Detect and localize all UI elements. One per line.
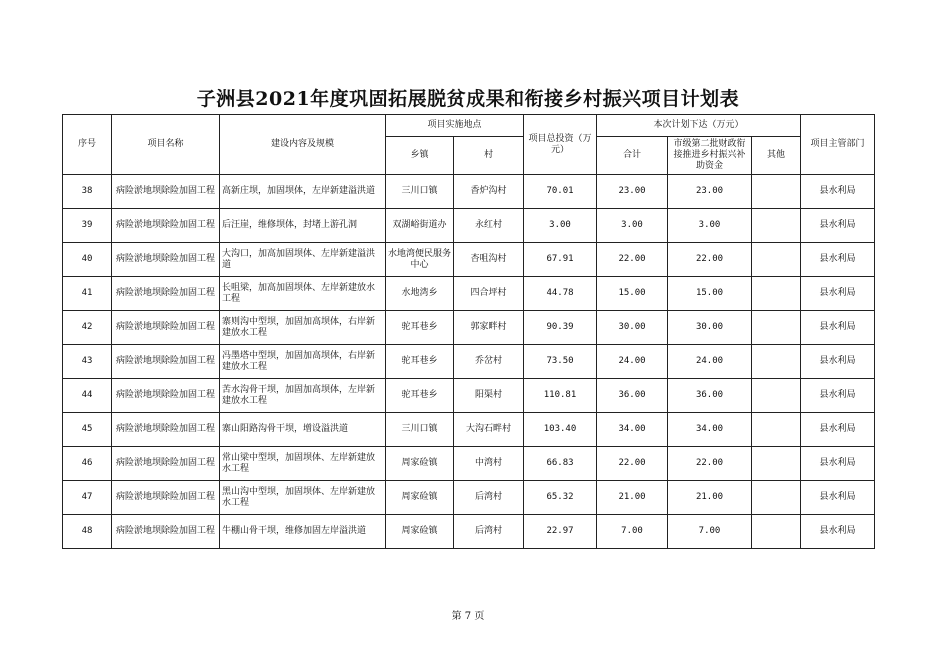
cell-project-name: 病险淤地坝除险加固工程 <box>112 379 220 413</box>
cell-other <box>752 447 801 481</box>
cell-other <box>752 243 801 277</box>
cell-content: 黑山沟中型坝，加固坝体、左岸新建放水工程 <box>220 481 386 515</box>
cell-department: 县水利局 <box>801 345 875 379</box>
cell-seq: 40 <box>63 243 112 277</box>
cell-seq: 38 <box>63 175 112 209</box>
cell-content: 常山梁中型坝，加固坝体、左岸新建放水工程 <box>220 447 386 481</box>
cell-village: 中湾村 <box>454 447 524 481</box>
header-subtotal: 合计 <box>597 137 668 175</box>
cell-seq: 44 <box>63 379 112 413</box>
project-plan-table <box>62 114 875 549</box>
cell-seq: 42 <box>63 311 112 345</box>
cell-town: 驼耳巷乡 <box>386 311 454 345</box>
header-total-investment: 项目总投资（万元） <box>524 115 597 175</box>
cell-village: 后湾村 <box>454 515 524 549</box>
cell-seq: 43 <box>63 345 112 379</box>
table-row <box>63 447 875 481</box>
cell-other <box>752 515 801 549</box>
cell-other <box>752 413 801 447</box>
cell-department: 县水利局 <box>801 311 875 345</box>
cell-seq: 39 <box>63 209 112 243</box>
cell-department: 县水利局 <box>801 379 875 413</box>
header-city-fund: 市级第二批财政衔接推进乡村振兴补助资金 <box>668 137 752 175</box>
cell-town: 双湖峪街道办 <box>386 209 454 243</box>
header-content: 建设内容及规模 <box>220 115 386 175</box>
cell-project-name: 病险淤地坝除险加固工程 <box>112 277 220 311</box>
cell-subtotal: 7.00 <box>597 515 668 549</box>
cell-other <box>752 345 801 379</box>
header-location: 项目实施地点 <box>386 115 524 137</box>
cell-subtotal: 36.00 <box>597 379 668 413</box>
cell-seq: 47 <box>63 481 112 515</box>
cell-city-fund: 30.00 <box>668 311 752 345</box>
header-project-name: 项目名称 <box>112 115 220 175</box>
cell-seq: 48 <box>63 515 112 549</box>
page-number: 第 7 页 <box>451 611 485 622</box>
cell-total-investment: 103.40 <box>524 413 597 447</box>
cell-department: 县水利局 <box>801 447 875 481</box>
header-row-1 <box>63 115 875 137</box>
cell-other <box>752 311 801 345</box>
cell-project-name: 病险淤地坝除险加固工程 <box>112 481 220 515</box>
cell-city-fund: 21.00 <box>668 481 752 515</box>
cell-village: 大沟石畔村 <box>454 413 524 447</box>
cell-department: 县水利局 <box>801 243 875 277</box>
cell-city-fund: 3.00 <box>668 209 752 243</box>
cell-town: 周家硷镇 <box>386 515 454 549</box>
cell-subtotal: 3.00 <box>597 209 668 243</box>
cell-city-fund: 36.00 <box>668 379 752 413</box>
table-row <box>63 175 875 209</box>
table-row <box>63 515 875 549</box>
cell-subtotal: 34.00 <box>597 413 668 447</box>
table-row <box>63 481 875 515</box>
cell-content: 冯墨塔中型坝，加固加高坝体，右岸新建放水工程 <box>220 345 386 379</box>
cell-content: 牛棚山骨干坝，维修加固左岸溢洪道 <box>220 515 386 549</box>
cell-total-investment: 73.50 <box>524 345 597 379</box>
cell-other <box>752 209 801 243</box>
cell-city-fund: 7.00 <box>668 515 752 549</box>
cell-seq: 46 <box>63 447 112 481</box>
cell-content: 寨山阳路沟骨干坝，增设溢洪道 <box>220 413 386 447</box>
cell-village: 永红村 <box>454 209 524 243</box>
cell-department: 县水利局 <box>801 481 875 515</box>
cell-village: 后湾村 <box>454 481 524 515</box>
cell-total-investment: 44.78 <box>524 277 597 311</box>
cell-total-investment: 22.97 <box>524 515 597 549</box>
cell-village: 郭家畔村 <box>454 311 524 345</box>
table-row <box>63 379 875 413</box>
cell-total-investment: 67.91 <box>524 243 597 277</box>
cell-project-name: 病险淤地坝除险加固工程 <box>112 243 220 277</box>
cell-other <box>752 175 801 209</box>
cell-project-name: 病险淤地坝除险加固工程 <box>112 209 220 243</box>
cell-total-investment: 90.39 <box>524 311 597 345</box>
cell-content: 大沟口，加高加固坝体、左岸新建溢洪道 <box>220 243 386 277</box>
cell-total-investment: 65.32 <box>524 481 597 515</box>
cell-project-name: 病险淤地坝除险加固工程 <box>112 447 220 481</box>
table-row <box>63 277 875 311</box>
cell-department: 县水利局 <box>801 515 875 549</box>
header-batch: 本次计划下达（万元） <box>597 115 801 137</box>
cell-other <box>752 379 801 413</box>
cell-town: 三川口镇 <box>386 175 454 209</box>
cell-total-investment: 110.81 <box>524 379 597 413</box>
cell-project-name: 病险淤地坝除险加固工程 <box>112 345 220 379</box>
cell-subtotal: 22.00 <box>597 447 668 481</box>
cell-town: 水地湾便民服务中心 <box>386 243 454 277</box>
cell-department: 县水利局 <box>801 277 875 311</box>
header-other: 其他 <box>752 137 801 175</box>
cell-department: 县水利局 <box>801 209 875 243</box>
cell-town: 驼耳巷乡 <box>386 345 454 379</box>
cell-city-fund: 22.00 <box>668 447 752 481</box>
cell-content: 寨则沟中型坝，加固加高坝体，右岸新建放水工程 <box>220 311 386 345</box>
cell-total-investment: 70.01 <box>524 175 597 209</box>
cell-city-fund: 34.00 <box>668 413 752 447</box>
page-title: 子洲县2021年度巩固拓展脱贫成果和衔接乡村振兴项目计划表 <box>196 88 740 110</box>
cell-town: 周家硷镇 <box>386 481 454 515</box>
cell-content: 高新庄坝，加固坝体，左岸新建溢洪道 <box>220 175 386 209</box>
cell-project-name: 病险淤地坝除险加固工程 <box>112 413 220 447</box>
cell-project-name: 病险淤地坝除险加固工程 <box>112 311 220 345</box>
cell-town: 三川口镇 <box>386 413 454 447</box>
table-row <box>63 311 875 345</box>
cell-town: 驼耳巷乡 <box>386 379 454 413</box>
cell-total-investment: 3.00 <box>524 209 597 243</box>
cell-town: 周家硷镇 <box>386 447 454 481</box>
cell-subtotal: 21.00 <box>597 481 668 515</box>
cell-village: 杏咀沟村 <box>454 243 524 277</box>
cell-department: 县水利局 <box>801 175 875 209</box>
cell-village: 四合坪村 <box>454 277 524 311</box>
cell-village: 阳渠村 <box>454 379 524 413</box>
cell-project-name: 病险淤地坝除险加固工程 <box>112 515 220 549</box>
table-row <box>63 243 875 277</box>
cell-subtotal: 15.00 <box>597 277 668 311</box>
header-village: 村 <box>454 137 524 175</box>
table-row <box>63 209 875 243</box>
cell-other <box>752 277 801 311</box>
header-seq: 序号 <box>63 115 112 175</box>
cell-subtotal: 23.00 <box>597 175 668 209</box>
cell-city-fund: 15.00 <box>668 277 752 311</box>
header-department: 项目主管部门 <box>801 115 875 175</box>
table-row <box>63 413 875 447</box>
cell-department: 县水利局 <box>801 413 875 447</box>
table-row <box>63 345 875 379</box>
header-town: 乡镇 <box>386 137 454 175</box>
cell-other <box>752 481 801 515</box>
cell-subtotal: 30.00 <box>597 311 668 345</box>
cell-seq: 41 <box>63 277 112 311</box>
cell-seq: 45 <box>63 413 112 447</box>
cell-town: 水地湾乡 <box>386 277 454 311</box>
cell-content: 苦水沟骨干坝，加固加高坝体，左岸新建放水工程 <box>220 379 386 413</box>
cell-content: 长咀梁，加高加固坝体、左岸新建放水工程 <box>220 277 386 311</box>
cell-city-fund: 24.00 <box>668 345 752 379</box>
cell-village: 香炉沟村 <box>454 175 524 209</box>
cell-city-fund: 23.00 <box>668 175 752 209</box>
cell-subtotal: 22.00 <box>597 243 668 277</box>
cell-subtotal: 24.00 <box>597 345 668 379</box>
cell-content: 后汪崖，维修坝体，封堵上游孔洞 <box>220 209 386 243</box>
cell-project-name: 病险淤地坝除险加固工程 <box>112 175 220 209</box>
cell-city-fund: 22.00 <box>668 243 752 277</box>
cell-total-investment: 66.83 <box>524 447 597 481</box>
cell-village: 乔岔村 <box>454 345 524 379</box>
